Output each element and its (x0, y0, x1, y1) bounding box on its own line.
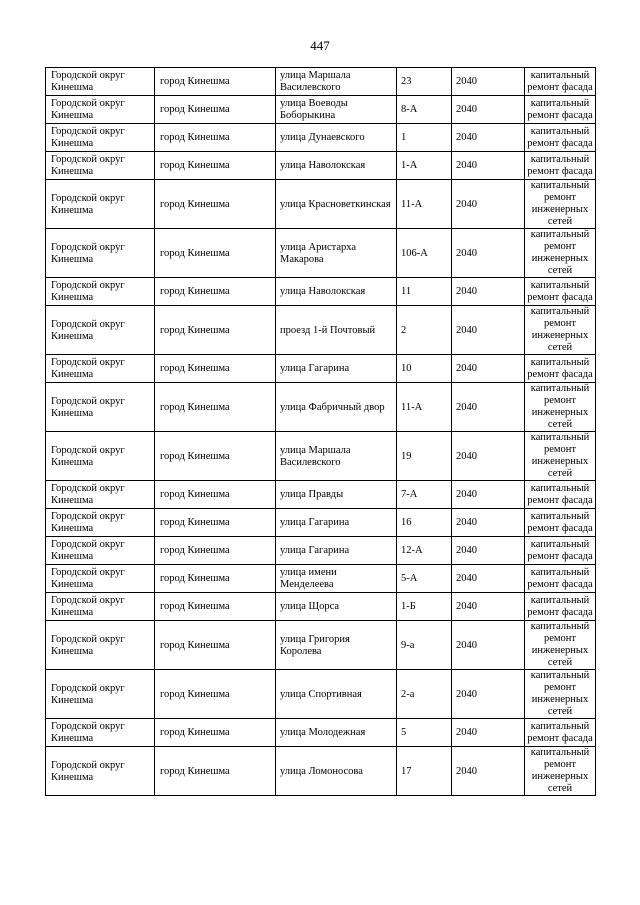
city-cell: город Кинешма (155, 432, 276, 481)
street-cell: улица Гагарина (276, 537, 397, 565)
city-cell: город Кинешма (155, 229, 276, 278)
city-cell: город Кинешма (155, 565, 276, 593)
district-cell: Городской округ Кинешма (46, 180, 155, 229)
street-cell: улица Фабричный двор (276, 383, 397, 432)
table-row (46, 355, 596, 383)
district-cell: Городской округ Кинешма (46, 621, 155, 670)
house-number-cell: 16 (397, 509, 452, 537)
district-cell: Городской округ Кинешма (46, 747, 155, 796)
house-number-cell: 7-А (397, 481, 452, 509)
work-type-cell: капитальный ремонт фасада (525, 509, 596, 537)
house-number-cell: 5-А (397, 565, 452, 593)
district-cell: Городской округ Кинешма (46, 306, 155, 355)
work-type-cell: капитальный ремонт фасада (525, 355, 596, 383)
city-cell: город Кинешма (155, 180, 276, 229)
year-cell: 2040 (452, 229, 525, 278)
house-number-cell: 11 (397, 278, 452, 306)
year-cell: 2040 (452, 621, 525, 670)
street-cell: улица Воеводы Боборыкина (276, 96, 397, 124)
year-cell: 2040 (452, 670, 525, 719)
house-number-cell: 17 (397, 747, 452, 796)
house-number-cell: 1-Б (397, 593, 452, 621)
work-type-cell: капитальный ремонт фасада (525, 481, 596, 509)
table-row (46, 747, 596, 796)
city-cell: город Кинешма (155, 509, 276, 537)
street-cell: улица Красноветкинская (276, 180, 397, 229)
street-cell: улица имени Менделеева (276, 565, 397, 593)
work-type-cell: капитальный ремонт фасада (525, 124, 596, 152)
district-cell: Городской округ Кинешма (46, 593, 155, 621)
table-row (46, 509, 596, 537)
year-cell: 2040 (452, 96, 525, 124)
street-cell: улица Правды (276, 481, 397, 509)
table-row (46, 306, 596, 355)
street-cell: улица Аристарха Макарова (276, 229, 397, 278)
house-number-cell: 2-а (397, 670, 452, 719)
district-cell: Городской округ Кинешма (46, 481, 155, 509)
house-number-cell: 2 (397, 306, 452, 355)
year-cell: 2040 (452, 180, 525, 229)
city-cell: город Кинешма (155, 537, 276, 565)
year-cell: 2040 (452, 68, 525, 96)
table-row (46, 670, 596, 719)
year-cell: 2040 (452, 278, 525, 306)
district-cell: Городской округ Кинешма (46, 68, 155, 96)
table-row (46, 96, 596, 124)
house-number-cell: 9-а (397, 621, 452, 670)
year-cell: 2040 (452, 124, 525, 152)
district-cell: Городской округ Кинешма (46, 152, 155, 180)
work-type-cell: капитальный ремонт фасада (525, 96, 596, 124)
year-cell: 2040 (452, 152, 525, 180)
city-cell: город Кинешма (155, 383, 276, 432)
district-cell: Городской округ Кинешма (46, 229, 155, 278)
city-cell: город Кинешма (155, 481, 276, 509)
city-cell: город Кинешма (155, 278, 276, 306)
year-cell: 2040 (452, 565, 525, 593)
table-row (46, 152, 596, 180)
work-type-cell: капитальный ремонт фасада (525, 565, 596, 593)
table-row (46, 593, 596, 621)
district-cell: Городской округ Кинешма (46, 432, 155, 481)
table-row (46, 68, 596, 96)
year-cell: 2040 (452, 355, 525, 383)
house-number-cell: 19 (397, 432, 452, 481)
district-cell: Городской округ Кинешма (46, 124, 155, 152)
city-cell: город Кинешма (155, 747, 276, 796)
street-cell: улица Маршала Василевского (276, 68, 397, 96)
street-cell: улица Спортивная (276, 670, 397, 719)
work-type-cell: капитальный ремонт фасада (525, 537, 596, 565)
work-type-cell: капитальный ремонт фасада (525, 719, 596, 747)
district-cell: Городской округ Кинешма (46, 719, 155, 747)
page-number: 447 (310, 38, 330, 53)
work-type-cell: капитальный ремонт фасада (525, 593, 596, 621)
house-number-cell: 12-А (397, 537, 452, 565)
house-number-cell: 10 (397, 355, 452, 383)
street-cell: улица Маршала Василевского (276, 432, 397, 481)
work-type-cell: капитальный ремонт инженерных сетей (525, 180, 596, 229)
house-number-cell: 106-А (397, 229, 452, 278)
table-row (46, 565, 596, 593)
year-cell: 2040 (452, 537, 525, 565)
year-cell: 2040 (452, 306, 525, 355)
street-cell: улица Наволокская (276, 152, 397, 180)
city-cell: город Кинешма (155, 96, 276, 124)
house-number-cell: 5 (397, 719, 452, 747)
year-cell: 2040 (452, 719, 525, 747)
street-cell: улица Наволокская (276, 278, 397, 306)
table-row (46, 621, 596, 670)
street-cell: улица Щорса (276, 593, 397, 621)
year-cell: 2040 (452, 509, 525, 537)
work-type-cell: капитальный ремонт инженерных сетей (525, 621, 596, 670)
street-cell: проезд 1-й Почтовый (276, 306, 397, 355)
street-cell: улица Дунаевского (276, 124, 397, 152)
table-row (46, 278, 596, 306)
year-cell: 2040 (452, 383, 525, 432)
table-row (46, 432, 596, 481)
street-cell: улица Ломоносова (276, 747, 397, 796)
district-cell: Городской округ Кинешма (46, 278, 155, 306)
work-type-cell: капитальный ремонт инженерных сетей (525, 747, 596, 796)
table-row (46, 537, 596, 565)
year-cell: 2040 (452, 432, 525, 481)
work-type-cell: капитальный ремонт инженерных сетей (525, 229, 596, 278)
table-row (46, 719, 596, 747)
district-cell: Городской округ Кинешма (46, 355, 155, 383)
city-cell: город Кинешма (155, 355, 276, 383)
table-row (46, 481, 596, 509)
city-cell: город Кинешма (155, 152, 276, 180)
year-cell: 2040 (452, 747, 525, 796)
work-type-cell: капитальный ремонт фасада (525, 68, 596, 96)
district-cell: Городской округ Кинешма (46, 537, 155, 565)
house-number-cell: 1 (397, 124, 452, 152)
city-cell: город Кинешма (155, 621, 276, 670)
registry-table-body (46, 68, 596, 796)
work-type-cell: капитальный ремонт инженерных сетей (525, 670, 596, 719)
house-number-cell: 23 (397, 68, 452, 96)
year-cell: 2040 (452, 481, 525, 509)
work-type-cell: капитальный ремонт фасада (525, 278, 596, 306)
house-number-cell: 11-А (397, 180, 452, 229)
street-cell: улица Гагарина (276, 509, 397, 537)
city-cell: город Кинешма (155, 306, 276, 355)
work-type-cell: капитальный ремонт инженерных сетей (525, 432, 596, 481)
street-cell: улица Молодежная (276, 719, 397, 747)
work-type-cell: капитальный ремонт фасада (525, 152, 596, 180)
house-number-cell: 8-А (397, 96, 452, 124)
year-cell: 2040 (452, 593, 525, 621)
street-cell: улица Гагарина (276, 355, 397, 383)
house-number-cell: 11-А (397, 383, 452, 432)
work-type-cell: капитальный ремонт инженерных сетей (525, 306, 596, 355)
district-cell: Городской округ Кинешма (46, 96, 155, 124)
city-cell: город Кинешма (155, 719, 276, 747)
table-row (46, 383, 596, 432)
table-row (46, 229, 596, 278)
district-cell: Городской округ Кинешма (46, 670, 155, 719)
table-row (46, 180, 596, 229)
house-number-cell: 1-А (397, 152, 452, 180)
city-cell: город Кинешма (155, 68, 276, 96)
district-cell: Городской округ Кинешма (46, 383, 155, 432)
registry-table (45, 67, 596, 796)
city-cell: город Кинешма (155, 593, 276, 621)
city-cell: город Кинешма (155, 670, 276, 719)
table-row (46, 124, 596, 152)
district-cell: Городской округ Кинешма (46, 565, 155, 593)
city-cell: город Кинешма (155, 124, 276, 152)
street-cell: улица Григория Королева (276, 621, 397, 670)
district-cell: Городской округ Кинешма (46, 509, 155, 537)
work-type-cell: капитальный ремонт инженерных сетей (525, 383, 596, 432)
